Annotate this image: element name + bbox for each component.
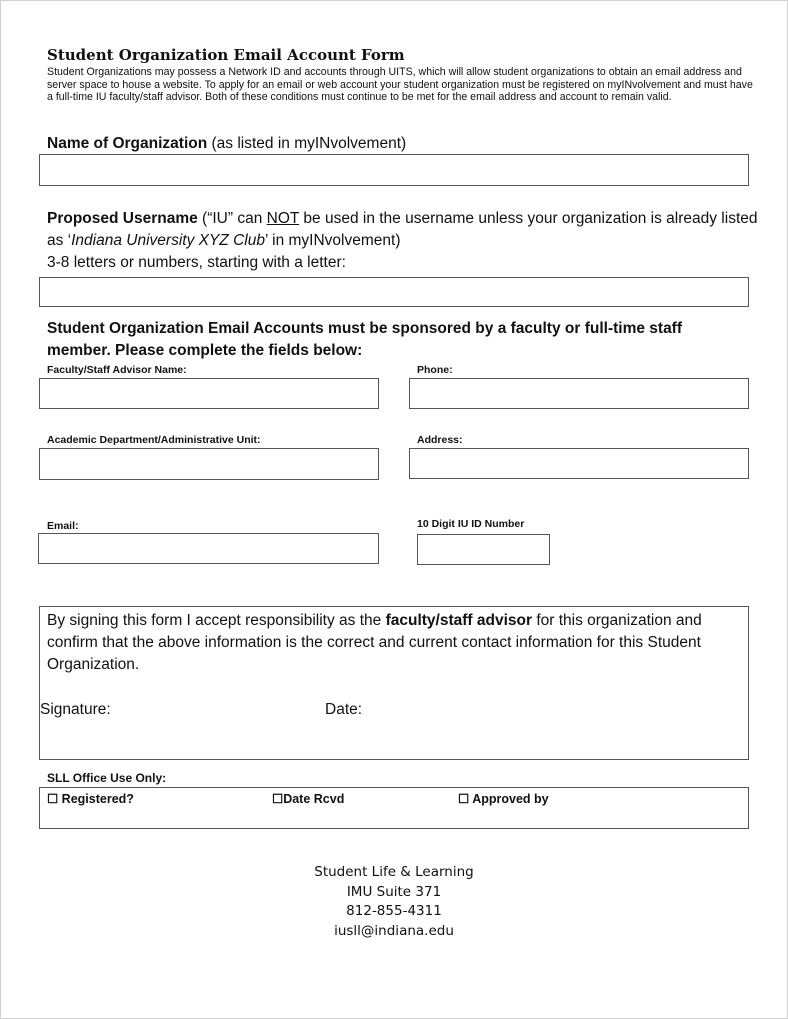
advisor-name-label: Faculty/Staff Advisor Name: <box>47 364 187 376</box>
form-title: Student Organization Email Account Form <box>47 46 405 64</box>
org-name-input[interactable] <box>39 154 749 186</box>
footer-phone: 812-855-4311 <box>346 903 442 919</box>
footer-suite: IMU Suite 371 <box>346 883 442 900</box>
footer-email[interactable]: iusll@indiana.edu <box>334 922 454 939</box>
address-label: Address: <box>417 434 463 446</box>
office-heading: SLL Office Use Only: <box>47 771 167 785</box>
footer-office: Student Life & Learning <box>314 864 474 880</box>
phone-label: Phone: <box>417 364 453 376</box>
agreement-text: By signing this form I accept responsibility as the faculty/staff advisor for this organization and confirm that the above information is the correct and current contact information for this Student Organization. <box>47 612 702 673</box>
registered-checkbox[interactable]: ☐ Registered? <box>47 792 134 806</box>
address-input[interactable] <box>409 448 749 479</box>
date-rcvd-checkbox[interactable]: ☐Date Rcvd <box>272 792 345 806</box>
signature-label[interactable]: Signature: <box>40 701 111 718</box>
email-label: Email: <box>47 520 79 532</box>
username-label: Proposed Username (“IU” can NOT be used in the username unless your organization is already listed as ‘Indiana University XYZ Club’ in myINvolvement) 3-8 letters or numbers, starting with a letter: <box>47 210 758 271</box>
email-input[interactable] <box>38 533 379 564</box>
phone-input[interactable] <box>409 378 749 409</box>
department-input[interactable] <box>39 448 379 480</box>
office-box <box>39 787 749 829</box>
iu-id-label: 10 Digit IU ID Number <box>417 518 525 530</box>
org-name-label: Name of Organization (as listed in myINvolvement) <box>47 135 407 152</box>
advisor-name-input[interactable] <box>39 378 379 409</box>
footer-contact <box>0 863 788 941</box>
intro-text: Student Organizations may possess a Network ID and accounts through UITS, which will allow student organizations to obtain an email address and server space to house a website. To apply for an email or web account your student organization must be registered on myINvolvement and must have a full-time IU faculty/staff advisor. Both of these conditions must continue to be met for the email address and account to remain valid. <box>47 66 753 104</box>
iu-id-input[interactable] <box>417 534 550 565</box>
username-input[interactable] <box>39 277 749 307</box>
sponsor-heading: Student Organization Email Accounts must be sponsored by a faculty or full-time staff member. Please complete the fields below: <box>47 320 683 359</box>
date-label[interactable]: Date: <box>325 701 363 718</box>
approved-checkbox[interactable]: ☐ Approved by <box>458 792 549 806</box>
department-label: Academic Department/Administrative Unit: <box>47 434 261 446</box>
